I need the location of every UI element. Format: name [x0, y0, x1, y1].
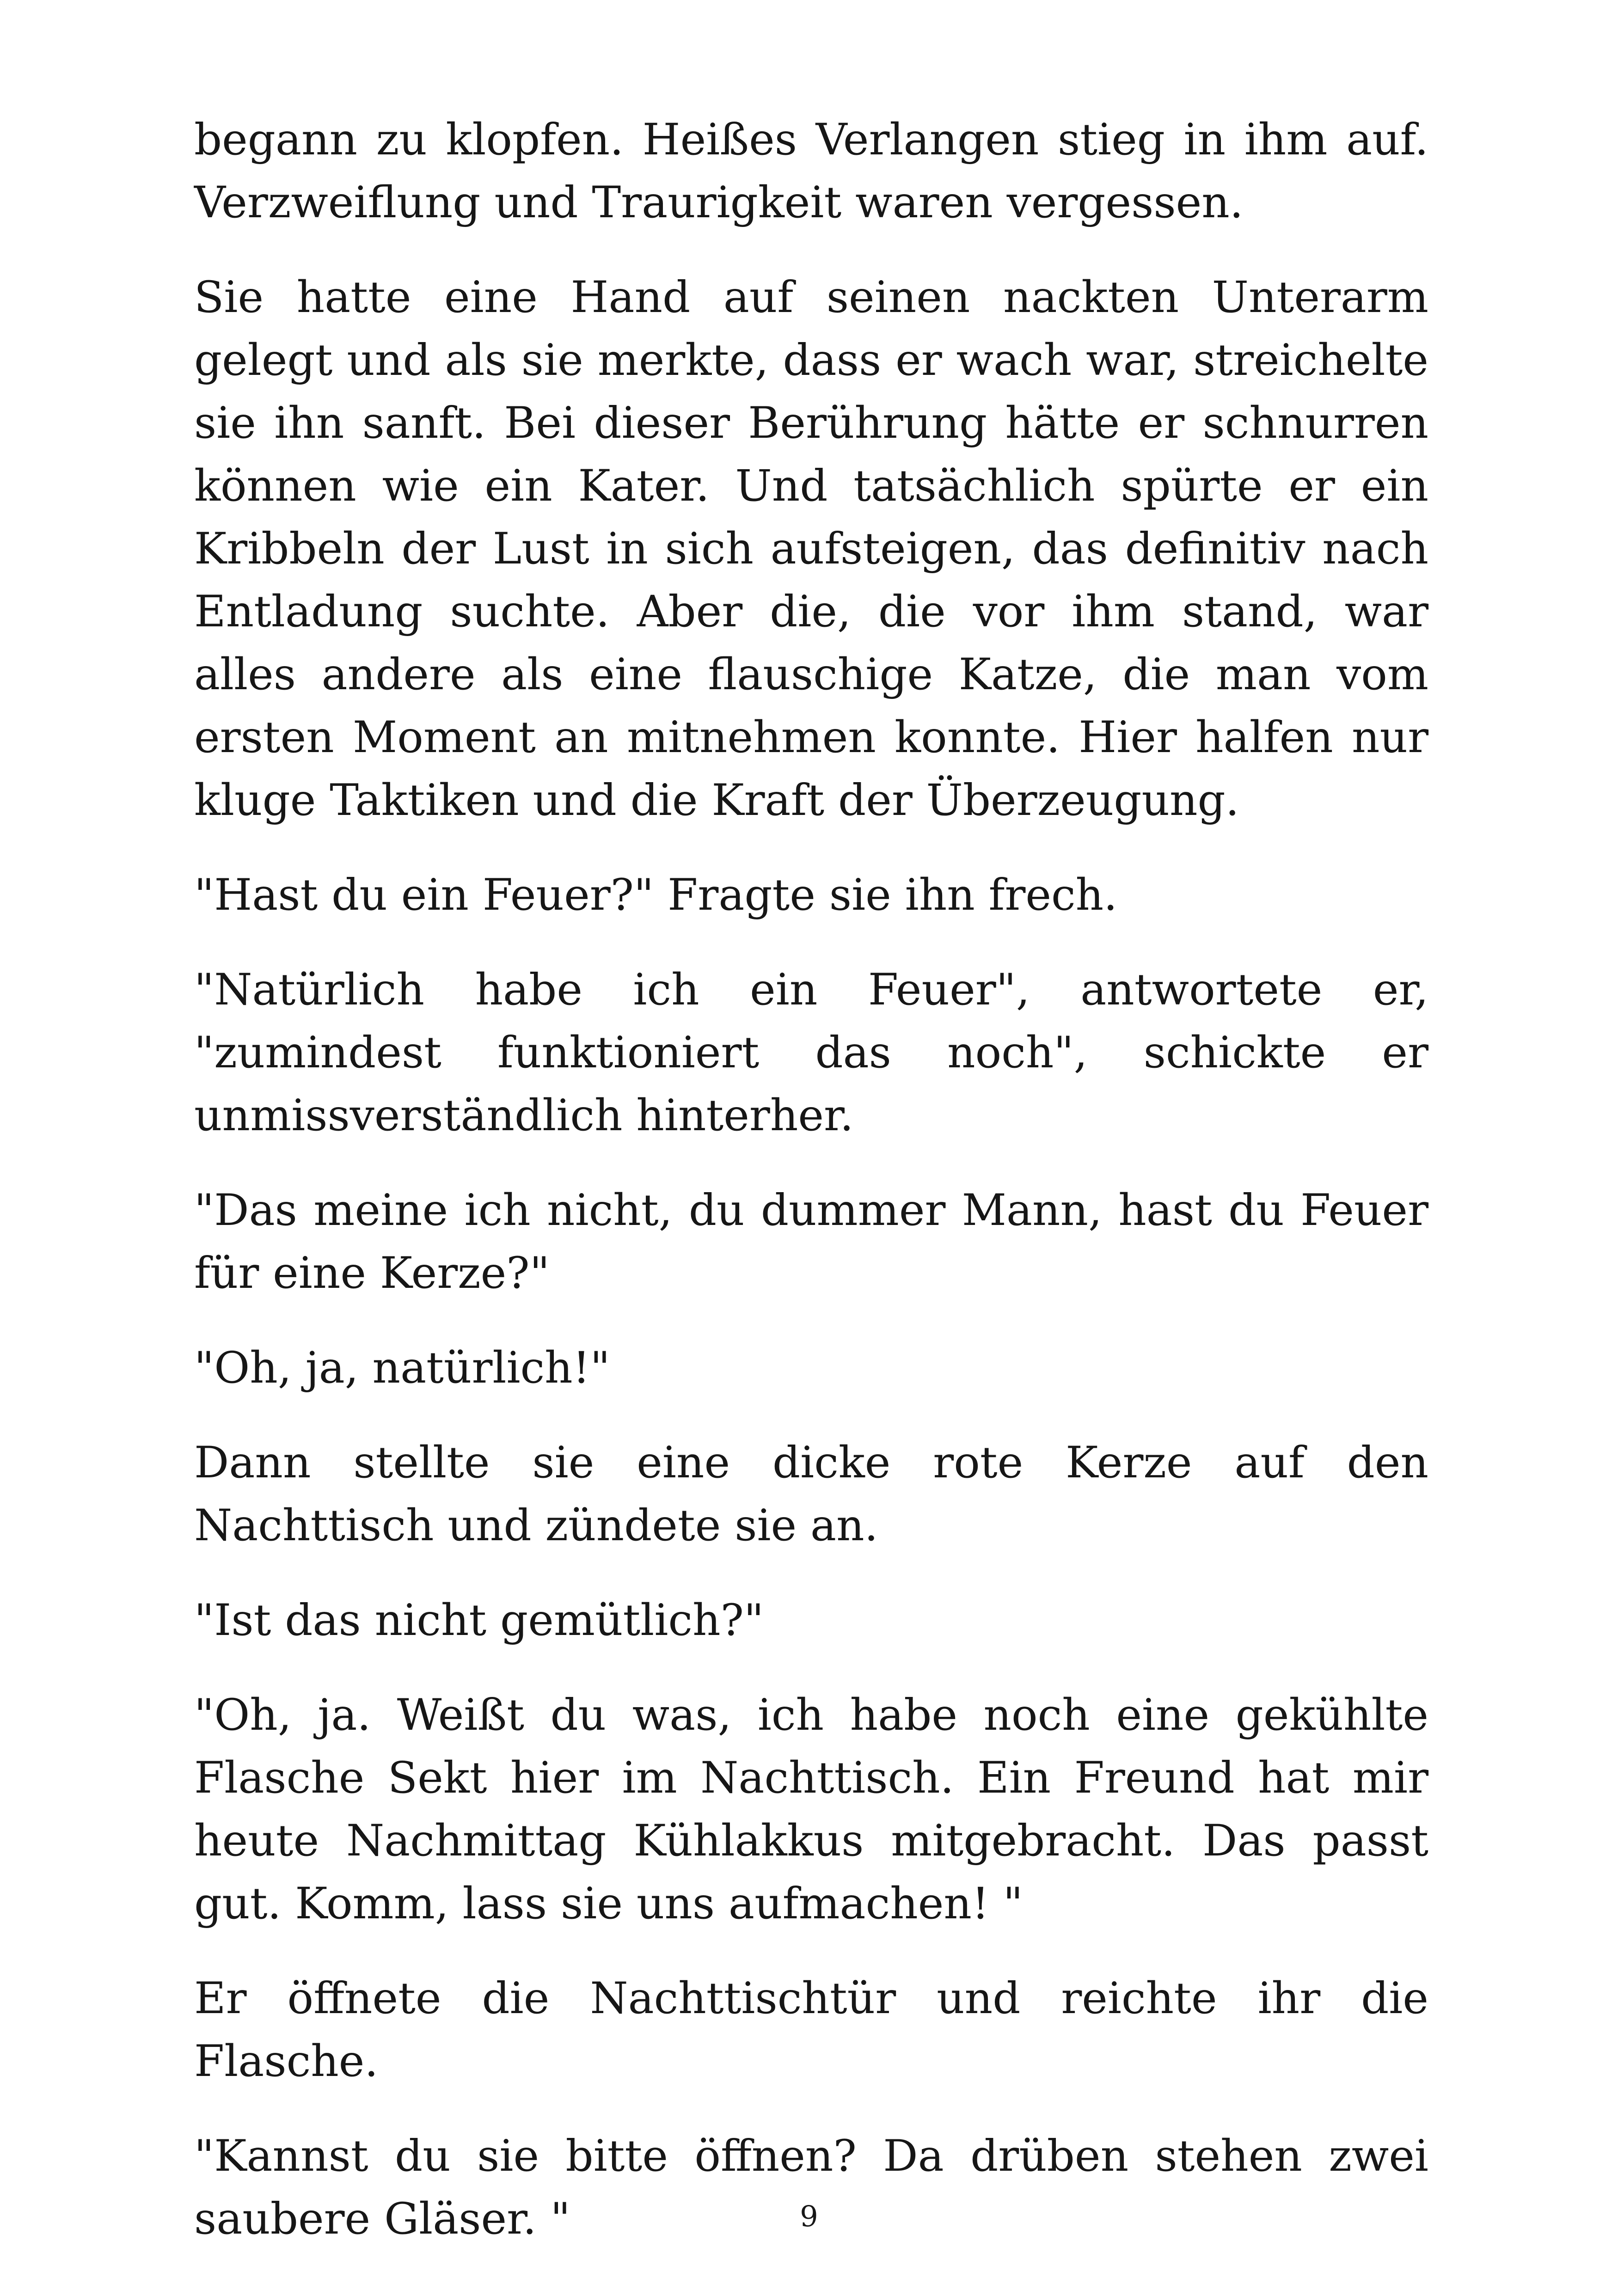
paragraph: "Kannst du sie bitte öffnen? Da drüben stehen zwei saubere Gläser. ": [194, 2131, 1428, 2244]
paragraph: "Natürlich habe ich ein Feuer", antwortete er, "zumindest funktioniert das noch", schickte er unmissverständlich hinterher.: [194, 965, 1428, 1141]
paragraph: Sie hatte eine Hand auf seinen nackten Unterarm gelegt und als sie merkte, dass er wach war, streichelte sie ihn sanft. Bei dieser Berührung hätte er schnurren können wie ein Kater. Und tatsächlich spürte er ein Kribbeln der Lust in sich aufsteigen, das definitiv nach Entladung suchte. Aber die, die vor ihm stand, war alles andere als eine flauschige Katze, die man vom ersten Moment an mitnehmen konnte. Hier halfen nur kluge Taktiken und die Kraft der Überzeugung.: [194, 272, 1428, 826]
paragraph: "Ist das nicht gemütlich?": [194, 1595, 764, 1646]
paragraph: "Oh, ja. Weißt du was, ich habe noch eine gekühlte Flasche Sekt hier im Nachttisch. Ein Freund hat mir heute Nachmittag Kühlakkus mitgebracht. Das passt gut. Komm, lass sie uns aufmachen! ": [194, 1690, 1428, 1929]
paragraph: begann zu klopfen. Heißes Verlangen stieg in ihm auf. Verzweiflung und Traurigkeit waren vergessen.: [194, 115, 1428, 228]
paragraph: "Das meine ich nicht, du dummer Mann, hast du Feuer für eine Kerze?": [194, 1185, 1428, 1298]
page-body: [194, 109, 1428, 2251]
paragraph: Er öffnete die Nachttischtür und reichte ihr die Flasche.: [194, 1973, 1428, 2087]
paragraph: "Oh, ja, natürlich!": [194, 1343, 610, 1393]
page-number: 9: [800, 2199, 818, 2233]
paragraph: Dann stellte sie eine dicke rote Kerze auf den Nachttisch und zündete sie an.: [194, 1438, 1428, 1551]
paragraph: "Hast du ein Feuer?" Fragte sie ihn frech.: [194, 870, 1118, 920]
